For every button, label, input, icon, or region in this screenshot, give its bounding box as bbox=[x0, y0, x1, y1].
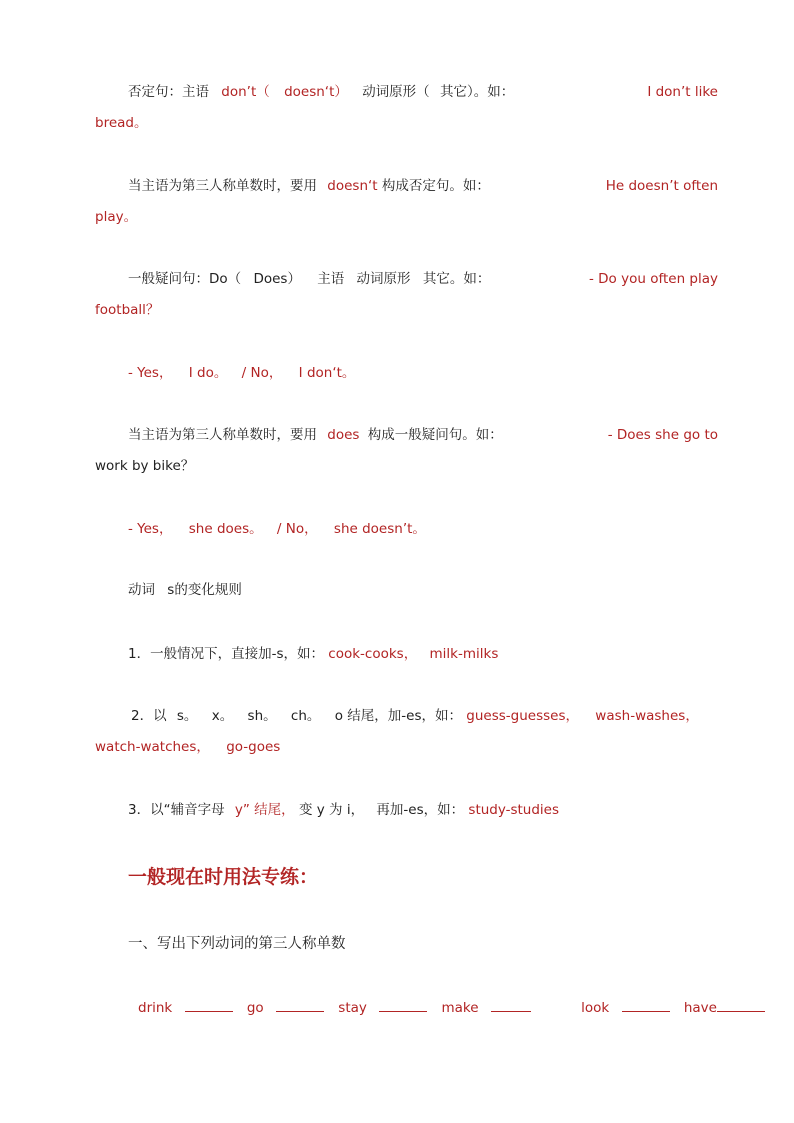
q-lead: 一般疑问句：Do（ bbox=[128, 271, 242, 287]
rule2-ch: ch。 bbox=[290, 708, 321, 724]
q3-example-2: work by bike？ bbox=[95, 458, 195, 474]
rule3-tail: 再加-es，如： bbox=[376, 802, 465, 818]
rule3-y: y” bbox=[234, 802, 250, 818]
neg3-text: 当主语为第三人称单数时，要用 bbox=[128, 178, 317, 194]
answer-line-1 bbox=[128, 363, 355, 383]
ans2-b: she does。 bbox=[188, 521, 263, 537]
word-look: look bbox=[581, 1000, 610, 1016]
ans1-c: / No， bbox=[241, 365, 283, 381]
rules-heading-a: 动词 bbox=[128, 582, 155, 598]
word-go: go bbox=[246, 1000, 264, 1016]
neg-example-2: bread。 bbox=[95, 115, 148, 131]
rule3-end: 结尾， bbox=[254, 802, 295, 818]
ans1-a: - Yes， bbox=[128, 365, 173, 381]
rule2-lead: 2．以 bbox=[131, 708, 167, 724]
q-does: Does） bbox=[253, 271, 301, 287]
neg3-text2: 构成否定句。如： bbox=[381, 178, 490, 194]
q3-text: 当主语为第三人称单数时，要用 bbox=[128, 427, 317, 443]
rule2-ex2: wash-washes， bbox=[595, 708, 699, 724]
ans2-c: / No， bbox=[276, 521, 318, 537]
rule2-ex4: go-goes bbox=[226, 739, 281, 755]
rule2-ex3: watch-watches， bbox=[95, 739, 210, 755]
neg-dont: don’t（ bbox=[221, 84, 270, 100]
rule2-ex1: guess-guesses， bbox=[466, 708, 579, 724]
neg-rule-line bbox=[128, 82, 514, 102]
blank-go[interactable] bbox=[276, 997, 324, 1012]
q-subject: 主语 bbox=[317, 271, 345, 287]
neg-lead: 否定句：主语 bbox=[128, 84, 209, 100]
rule1-ex1: cook-cooks， bbox=[328, 646, 418, 662]
blank-drink[interactable] bbox=[185, 997, 233, 1012]
ans1-b: I do。 bbox=[188, 365, 228, 381]
q-verb: 动词原形 bbox=[356, 271, 411, 287]
neg-doesnt: doesn‘t） bbox=[284, 84, 348, 100]
rule2-o: o bbox=[334, 708, 343, 724]
exercise-heading: 一、写出下列动词的第三人称单数 bbox=[128, 936, 346, 952]
exercise-row bbox=[138, 997, 765, 1018]
rule3-ex: study-studies bbox=[468, 802, 560, 818]
rules-heading-b: s的变化规则 bbox=[167, 582, 242, 598]
rule3-lead: 3．以“辅音字母 bbox=[128, 802, 225, 818]
section-title: 一般现在时用法专练： bbox=[128, 866, 319, 888]
neg3-line bbox=[128, 176, 490, 196]
blank-stay[interactable] bbox=[379, 997, 427, 1012]
ans2-d: she doesn’t。 bbox=[333, 521, 426, 537]
q3-example-1: - Does she go to bbox=[607, 427, 718, 443]
neg-verb: 动词原形（ bbox=[362, 84, 430, 100]
blank-make[interactable] bbox=[491, 997, 531, 1012]
rule-2 bbox=[131, 706, 699, 726]
rule2-s: s。 bbox=[176, 708, 198, 724]
q3-text2: 构成一般疑问句。如： bbox=[367, 427, 503, 443]
rule1-lead: 1．一般情况下，直接加-s，如： bbox=[128, 646, 324, 662]
rule2-sh: sh。 bbox=[247, 708, 277, 724]
question-rule-line bbox=[128, 269, 490, 289]
blank-have[interactable] bbox=[717, 997, 765, 1012]
neg3-example-1: He doesn’t often bbox=[605, 178, 718, 194]
rule2-x: x。 bbox=[211, 708, 234, 724]
neg-other: 其它）。如： bbox=[439, 84, 515, 100]
question-example-1: - Do you often play bbox=[588, 271, 718, 287]
neg-example-1: I don’t like bbox=[647, 84, 718, 100]
rule2-tail: 结尾，加-es，如： bbox=[347, 708, 462, 724]
blank-look[interactable] bbox=[622, 997, 670, 1012]
ans1-d: I don‘t。 bbox=[298, 365, 356, 381]
word-have: have bbox=[683, 1000, 717, 1016]
rule1-ex2: milk-milks bbox=[429, 646, 499, 662]
rule3-mid: 变 y 为 i， bbox=[298, 802, 365, 818]
rule-3 bbox=[128, 800, 559, 820]
rules-heading bbox=[128, 580, 242, 600]
word-stay: stay bbox=[338, 1000, 367, 1016]
word-drink: drink bbox=[138, 1000, 173, 1016]
answer-line-2 bbox=[128, 519, 426, 539]
ans2-a: - Yes， bbox=[128, 521, 173, 537]
q3-keyword: does bbox=[327, 427, 360, 443]
rule-1 bbox=[128, 644, 498, 664]
q-other: 其它。如： bbox=[422, 271, 491, 287]
question-example-2: football？ bbox=[95, 302, 160, 318]
rule-2-cont bbox=[95, 737, 280, 757]
neg3-keyword: doesn‘t bbox=[327, 178, 378, 194]
word-make: make bbox=[441, 1000, 479, 1016]
neg3-example-2: play。 bbox=[95, 209, 138, 225]
q3-line bbox=[128, 425, 503, 445]
